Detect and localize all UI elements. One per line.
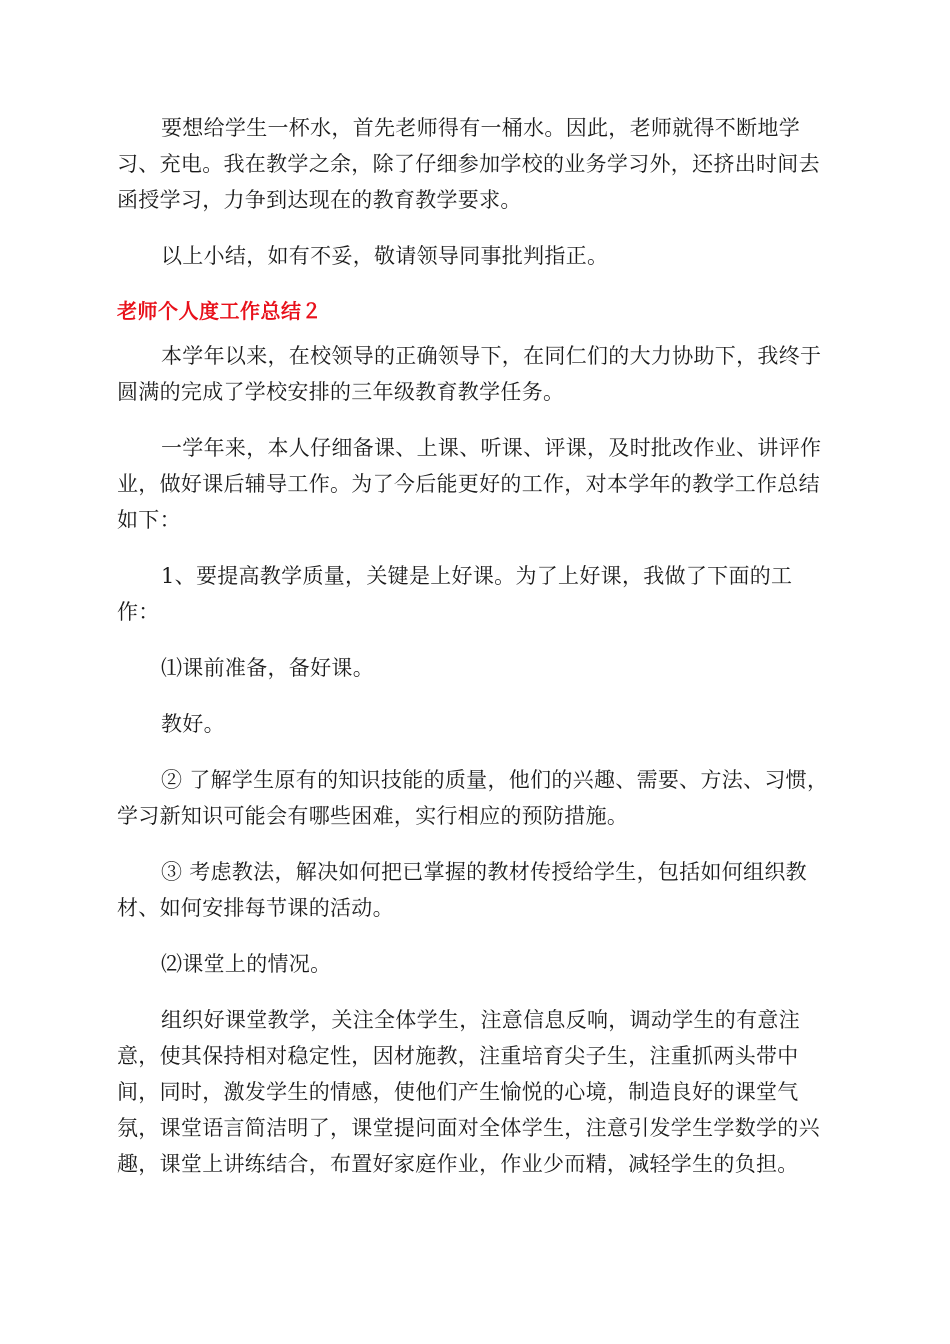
paragraph-sub-2: ⑵课堂上的情况。 bbox=[161, 952, 332, 976]
paragraph-study: 要想给学生一杯水，首先老师得有一桶水。因此，老师就得不断地学习、充电。我在教学之余，除了仔细参加学校的业务学习外，还挤出时间去函授学习，力争到达现在的教育教学要求。 bbox=[117, 116, 820, 212]
document-body bbox=[117, 110, 833, 1202]
paragraph-closing: 以上小结，如有不妥，敬请领导同事批判指正。 bbox=[161, 244, 609, 268]
paragraph-item-3: ③ 考虑教法，解决如何把已掌握的教材传授给学生，包括如何组织教材、如何安排每节课的活动。 bbox=[117, 860, 807, 920]
paragraph-overview: 一学年来，本人仔细备课、上课、听课、评课，及时批改作业、讲评作业，做好课后辅导工作。为了今后能更好的工作，对本学年的教学工作总结如下： bbox=[117, 436, 822, 532]
paragraph-classroom: 组织好课堂教学，关注全体学生，注意信息反响，调动学生的有意注意，使其保持相对稳定性，因材施教，注重培育尖子生，注重抓两头带中间，同时，激发学生的情感，使他们产生愉悦的心境，制造良好的课堂气氛，课堂语言简洁明了，课堂提问面对全体学生，注意引发学生学数学的兴趣，课堂上讲练结合，布置好家庭作业，作业少而精，减轻学生的负担。 bbox=[117, 1008, 820, 1176]
paragraph-item-2: ② 了解学生原有的知识技能的质量，他们的兴趣、需要、方法、习惯，学习新知识可能会有哪些困难，实行相应的预防措施。 bbox=[117, 768, 829, 828]
section-title: 老师个人度工作总结２ bbox=[117, 299, 322, 323]
paragraph-point-1: 1、要提高教学质量，关键是上好课。为了上好课，我做了下面的工作： bbox=[117, 564, 793, 624]
paragraph-sub-1: ⑴课前准备，备好课。 bbox=[161, 656, 374, 680]
paragraph-intro: 本学年以来，在校领导的正确领导下，在同仁们的大力协助下，我终于圆满的完成了学校安排的三年级教育教学任务。 bbox=[117, 344, 822, 404]
paragraph-teach-well: 教好。 bbox=[161, 712, 225, 736]
